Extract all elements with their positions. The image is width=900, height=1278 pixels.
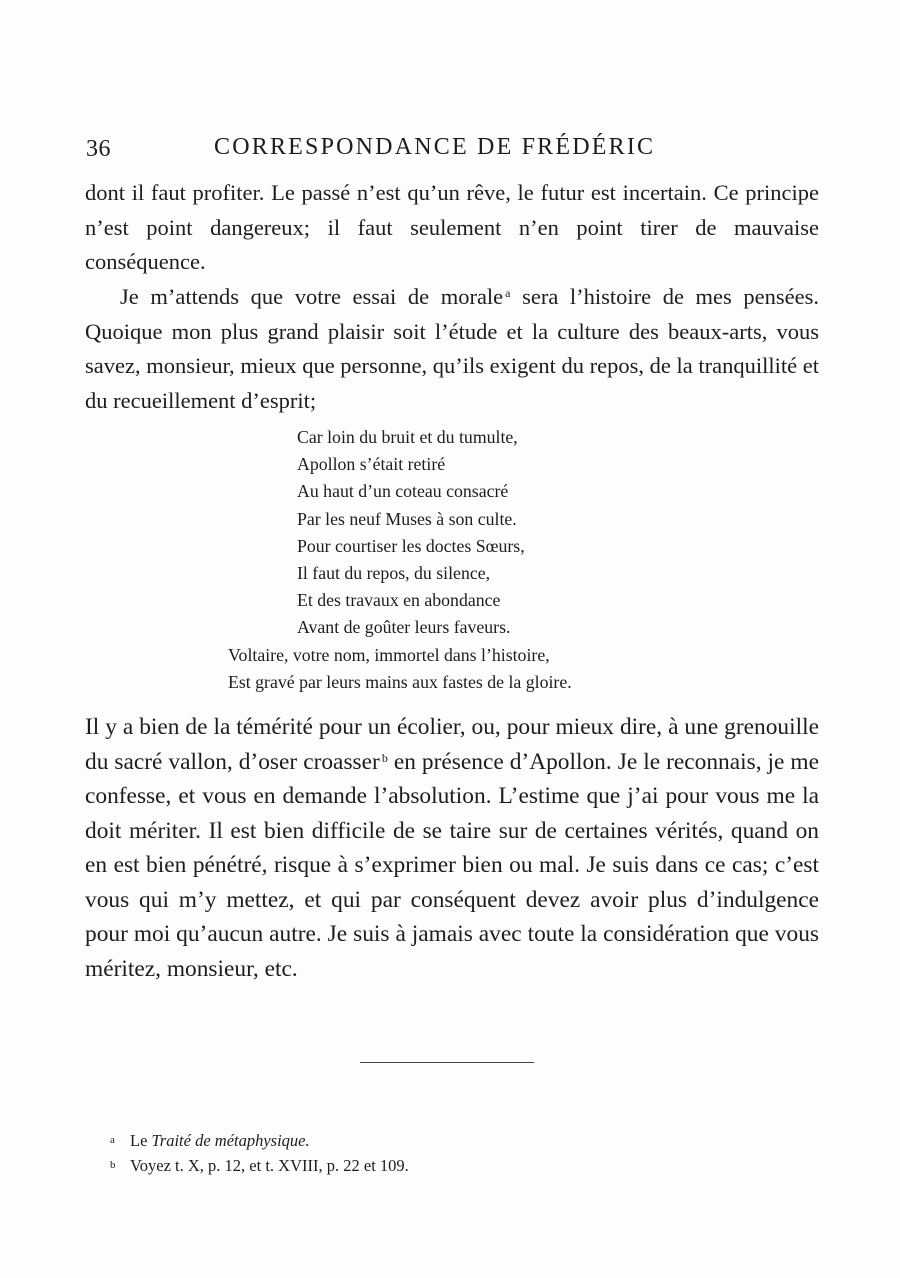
- paragraph-3-text-start: Il y a bien de la témérité pour un écolier, ou, pour mieux dire, à une grenouille du sacré vallon, d’oser croasser: [85, 714, 819, 775]
- page-header: [86, 132, 816, 168]
- verse-line: Voltaire, votre nom, immortel dans l’histoire,: [228, 644, 550, 665]
- verse-line: Apollon s’était retiré: [297, 454, 446, 475]
- footnote-ref-b: b: [381, 750, 388, 765]
- paragraph-2: [85, 280, 819, 418]
- footnote-text: Voyez t. X, p. 12, et t. XVIII, p. 22 et 109.: [130, 1156, 409, 1175]
- page-number: 36: [86, 136, 111, 162]
- footnotes: [110, 1128, 409, 1178]
- running-title: CORRESPONDANCE DE FRÉDÉRIC: [214, 134, 656, 160]
- footnote-marker: a: [110, 1134, 115, 1146]
- paragraph-3-text-end: en présence d’Apollon. Je le reconnais, je me confesse, et vous en demande l’absolution. L’estime que j’ai pour vous me la doit mériter. Il est bien difficile de se taire sur de certaines vérités, quand on en est bien pénétré, risque à s’exprimer bien ou mal. Je suis dans ce cas; c’est vous qui m’y mettez, et qui par conséquent devez avoir plus d’indulgence pour moi qu’aucun autre. Je suis à jamais avec toute la considération que vous méritez, monsieur, etc.: [85, 748, 819, 982]
- verse-block: [228, 424, 572, 696]
- verse-line: Et des travaux en abondance: [297, 590, 501, 611]
- verse-line: Il faut du repos, du silence,: [297, 563, 491, 584]
- verse-line: Au haut d’un coteau consacré: [297, 481, 509, 502]
- footnote-b: [110, 1153, 409, 1178]
- paragraph-2-text-start: Je m’attends que votre essai de morale: [120, 284, 504, 309]
- footnote-marker: b: [110, 1159, 116, 1171]
- verse-line: Avant de goûter leurs faveurs.: [297, 617, 511, 638]
- paragraph-1: dont il faut profiter. Le passé n’est qu’un rêve, le futur est incertain. Ce principe n’est point dangereux; il faut seulement n’en point tirer de mauvaise conséquence.: [85, 180, 819, 275]
- footnote-text: Le: [130, 1131, 152, 1150]
- verse-line: Par les neuf Muses à son culte.: [297, 508, 517, 529]
- footnote-title: Traité de métaphysique.: [151, 1131, 310, 1150]
- footnote-a: [110, 1128, 409, 1153]
- verse-line: Car loin du bruit et du tumulte,: [297, 427, 518, 447]
- paragraph-2-text-end: sera l’histoire de mes pensées. Quoique mon plus grand plaisir soit l’étude et la culture des beaux-arts, vous savez, monsieur, mieux que personne, qu’ils exigent du repos, de la tranquillité et du recueillement d’esprit;: [85, 284, 819, 413]
- paragraph-3: [85, 710, 819, 986]
- footnote-ref-a: a: [505, 286, 511, 300]
- footnote-separator: [360, 1062, 534, 1063]
- verse-line: Est gravé par leurs mains aux fastes de la gloire.: [228, 671, 572, 692]
- verse-line: Pour courtiser les doctes Sœurs,: [297, 535, 525, 556]
